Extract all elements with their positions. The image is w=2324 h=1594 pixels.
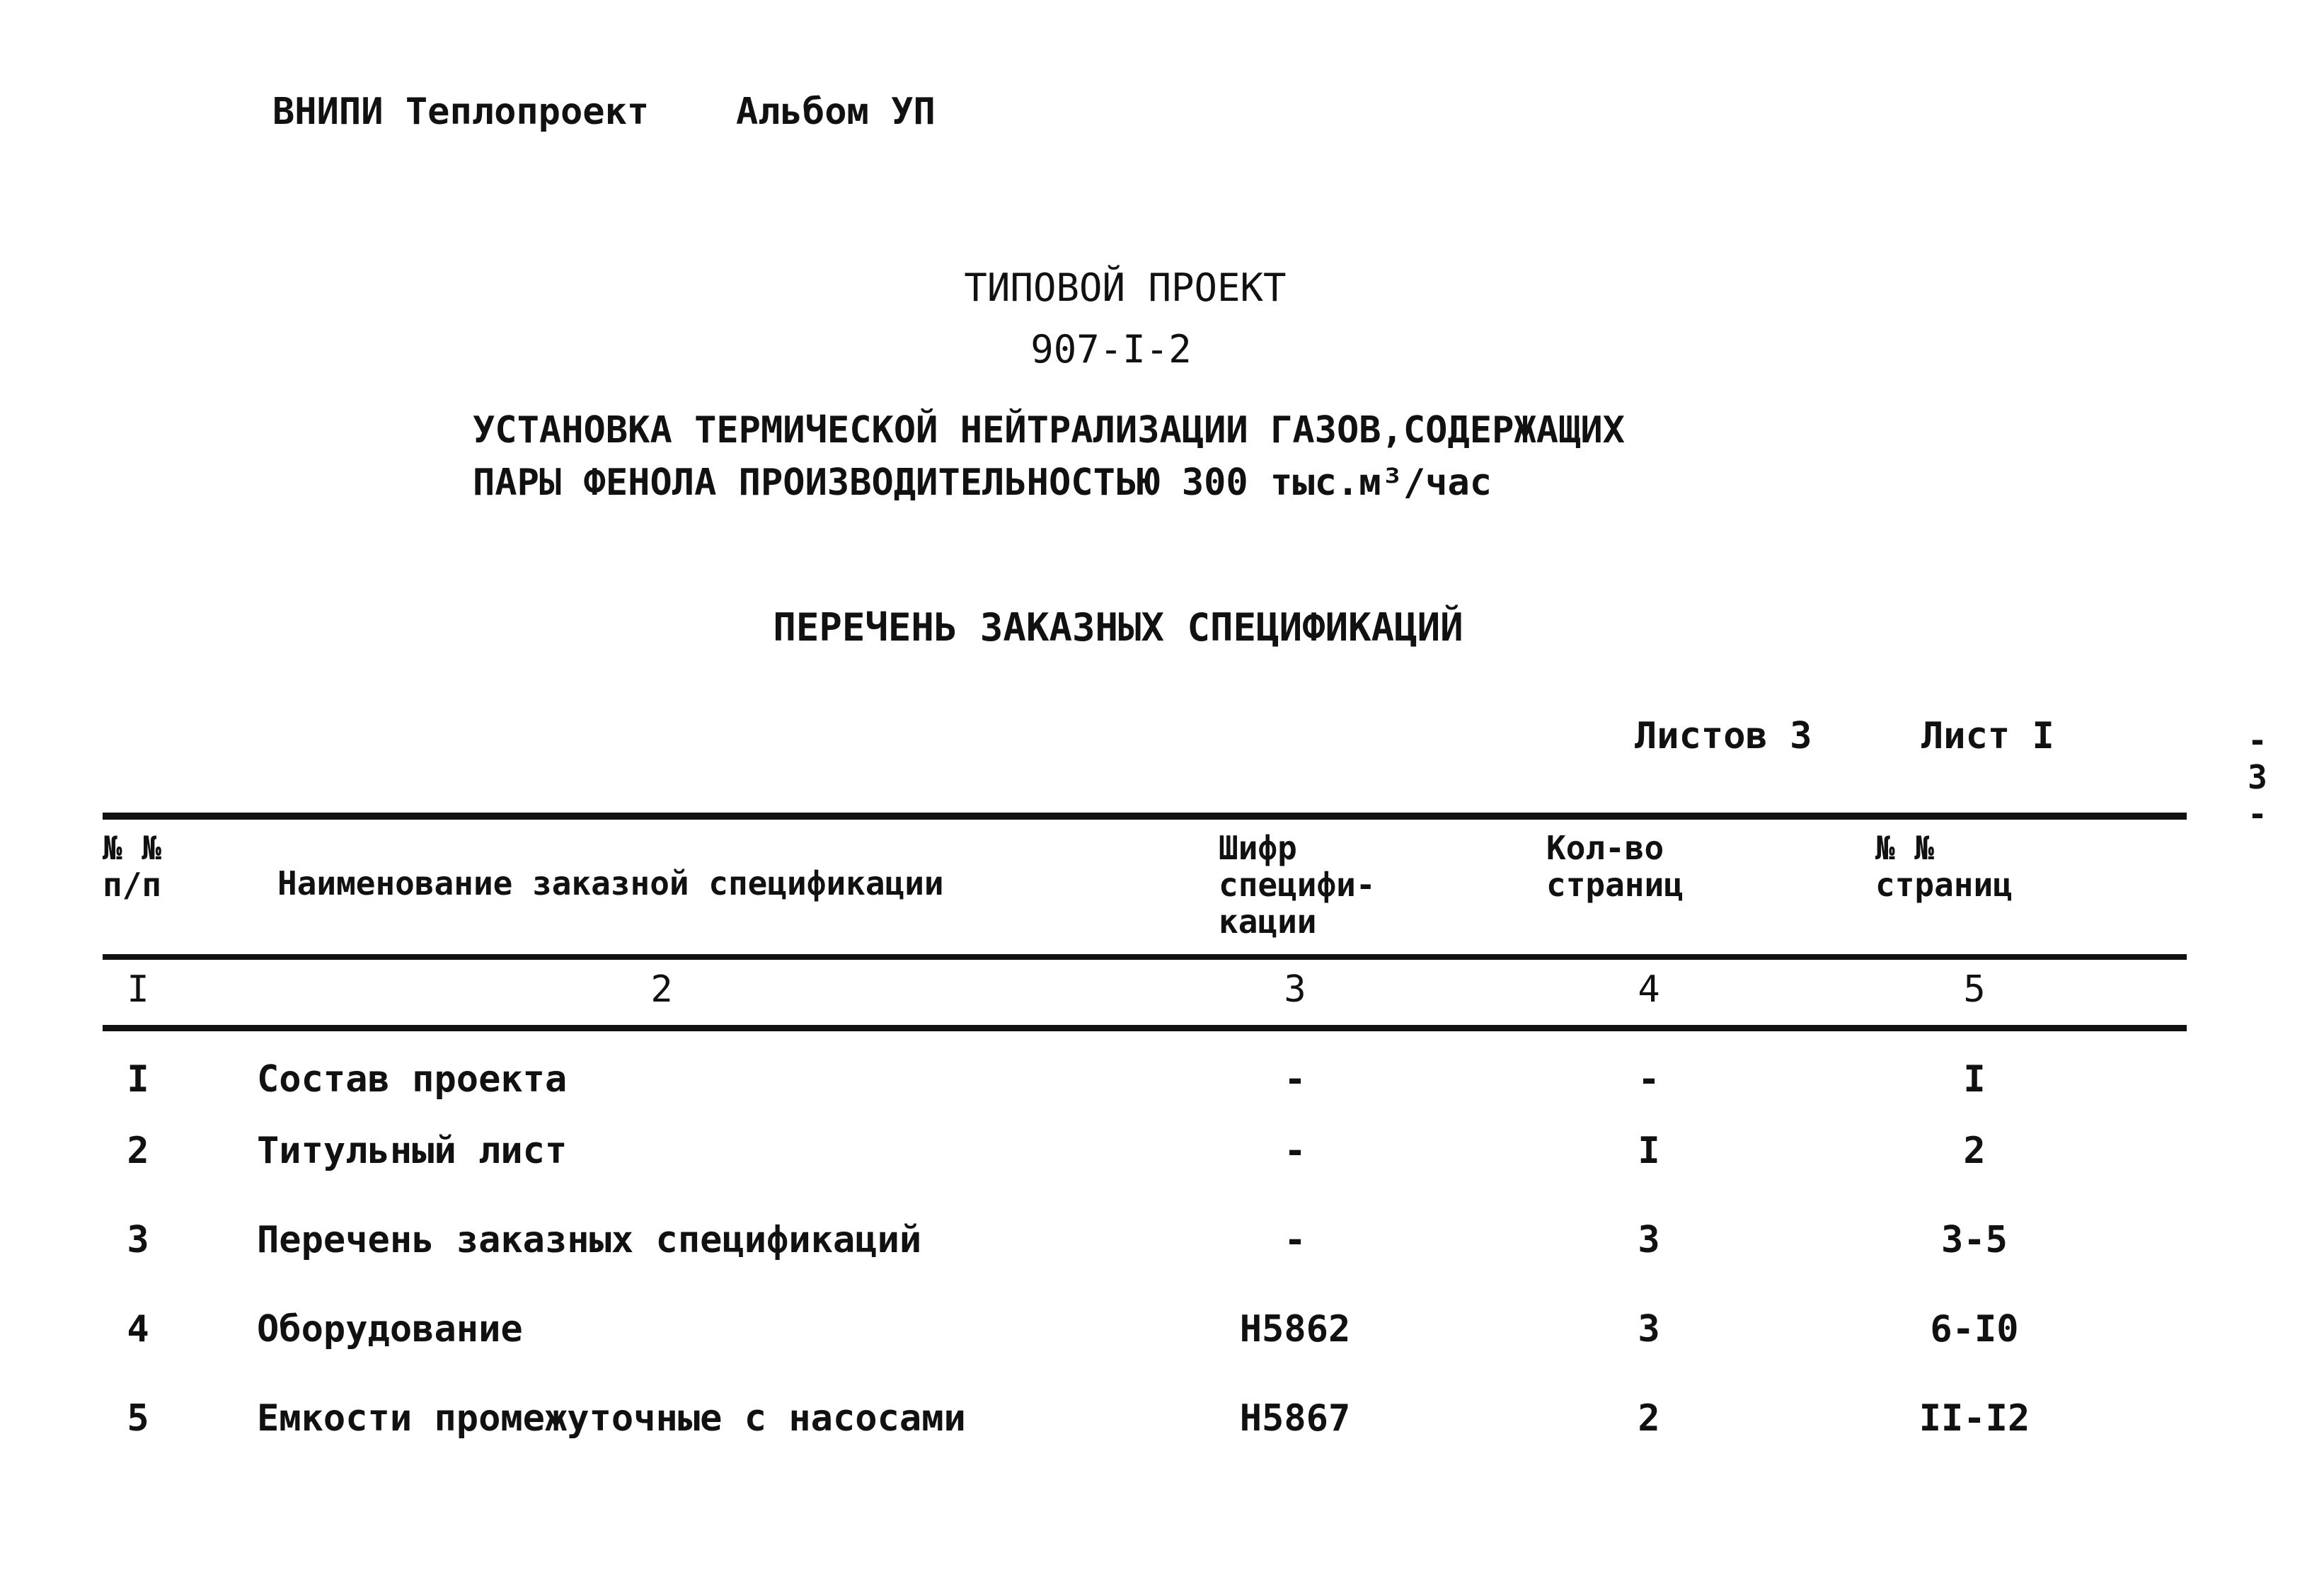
column-header-name: Наименование заказной спецификации	[277, 864, 944, 902]
column-number: I	[127, 968, 149, 1011]
row-number: 5	[127, 1397, 149, 1440]
page-range: 6-I0	[1930, 1308, 2019, 1351]
page-range: II-I2	[1919, 1397, 2030, 1440]
table-rule-top	[103, 813, 2187, 820]
column-number: 3	[1284, 968, 1306, 1011]
table-rule-numbers	[103, 1025, 2187, 1031]
project-code: 907-I-2	[1030, 327, 1192, 372]
column-header-pages: № № страниц	[1875, 829, 2013, 904]
page-range: 3-5	[1941, 1219, 2008, 1261]
column-header-code: Шифр специфи- кации	[1219, 829, 1376, 941]
spec-code: Н5862	[1239, 1308, 1351, 1351]
sheets-total: Листов 3	[1635, 715, 1812, 757]
spec-name: Перечень заказных спецификаций	[257, 1219, 922, 1261]
spec-name: Оборудование	[257, 1308, 523, 1351]
document-type: ТИПОВОЙ ПРОЕКТ	[964, 265, 1287, 310]
column-number: 5	[1963, 968, 1986, 1011]
page-range: 2	[1963, 1130, 1986, 1172]
page-count: 2	[1638, 1397, 1660, 1440]
spec-name: Титульный лист	[257, 1130, 568, 1172]
column-header-number: № № п/п	[103, 829, 162, 904]
spec-code: -	[1284, 1058, 1306, 1101]
sheet-number: Лист I	[1921, 715, 2054, 757]
column-header-page-count: Кол-во страниц	[1546, 829, 1684, 904]
project-title-line-2: ПАРЫ ФЕНОЛА ПРОИЗВОДИТЕЛЬНОСТЬЮ 300 тыс.м³/час	[473, 461, 1492, 504]
spec-code: Н5867	[1239, 1397, 1351, 1440]
page-range: I	[1963, 1058, 1986, 1101]
table-rule-header	[103, 954, 2187, 960]
page-count: I	[1638, 1130, 1660, 1172]
margin-page-number: - 3 -	[2248, 721, 2267, 833]
column-number: 2	[650, 968, 673, 1011]
page-count: 3	[1638, 1219, 1660, 1261]
list-title: ПЕРЕЧЕНЬ ЗАКАЗНЫХ СПЕЦИФИКАЦИЙ	[773, 605, 1463, 650]
spec-code: -	[1284, 1219, 1306, 1261]
page-count: -	[1638, 1058, 1660, 1101]
row-number: 2	[127, 1130, 149, 1172]
column-number: 4	[1638, 968, 1660, 1011]
row-number: I	[127, 1058, 149, 1101]
row-number: 4	[127, 1308, 149, 1351]
spec-name: Емкости промежуточные с насосами	[257, 1397, 966, 1440]
spec-code: -	[1284, 1130, 1306, 1172]
row-number: 3	[127, 1219, 149, 1261]
spec-name: Состав проекта	[257, 1058, 568, 1101]
organization-name: ВНИПИ Теплопроект	[272, 91, 650, 133]
album-label: Альбом УП	[736, 91, 936, 133]
project-title-line-1: УСТАНОВКА ТЕРМИЧЕСКОЙ НЕЙТРАЛИЗАЦИИ ГАЗОВ,СОДЕРЖАЩИХ	[473, 409, 1625, 452]
page-count: 3	[1638, 1308, 1660, 1351]
